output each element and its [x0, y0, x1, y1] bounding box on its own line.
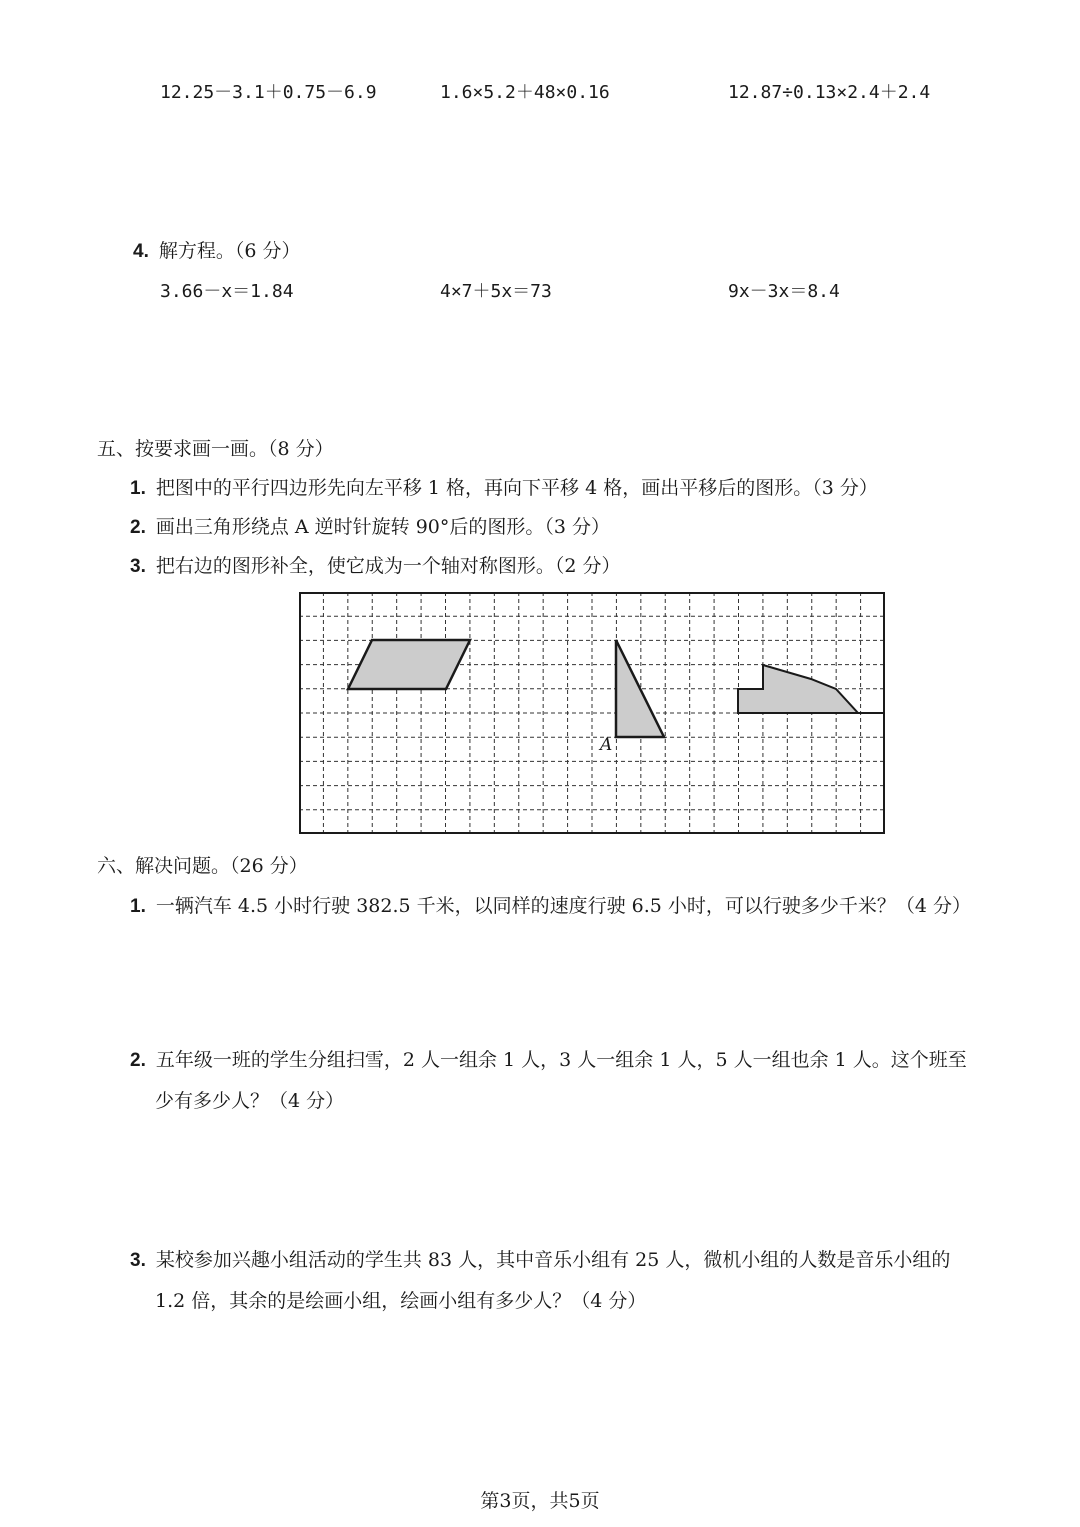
- sec6-problem-3-line1: 某校参加兴趣小组活动的学生共 83 人，其中音乐小组有 25 人，微机小组的人数是音乐小组的: [155, 1249, 951, 1271]
- sec6-problem-3-line2: 1.2 倍，其余的是绘画小组，绘画小组有多少人？（4 分）: [155, 1290, 647, 1312]
- q4-title: 解方程。（6 分）: [158, 240, 301, 262]
- q4-number: 4.: [133, 241, 149, 262]
- equation-2: 4×7＋5x＝73: [440, 281, 552, 302]
- sec5-item-3: [130, 551, 621, 578]
- section-6-title: 六、解决问题。（26 分）: [97, 855, 308, 877]
- calc-expression-1: 12.25－3.1＋0.75－6.9: [160, 82, 377, 103]
- page-footer: 第3页，共5页: [480, 1490, 600, 1512]
- grid-figure: [299, 592, 885, 838]
- sec6-problem-2-number: 2.: [130, 1050, 146, 1071]
- equation-3: 9x－3x＝8.4: [728, 281, 840, 302]
- sec6-problem-1-number: 1.: [130, 896, 146, 917]
- sec5-item-3-number: 3.: [130, 556, 146, 577]
- sec5-item-2: [130, 512, 610, 539]
- sec6-problem-3-number: 3.: [130, 1250, 146, 1271]
- sec5-item-1: [130, 473, 878, 500]
- calc-expression-2: 1.6×5.2＋48×0.16: [440, 82, 610, 103]
- point-a-label: A: [600, 735, 613, 755]
- parallelogram-shape: [348, 640, 470, 689]
- sec6-problem-2-line2: 少有多少人？（4 分）: [155, 1090, 345, 1112]
- sec5-item-1-number: 1.: [130, 478, 146, 499]
- section-5-title: 五、按要求画一画。（8 分）: [97, 438, 334, 460]
- sec6-problem-1-text: 一辆汽车 4.5 小时行驶 382.5 千米，以同样的速度行驶 6.5 小时，可以行驶多少千米？（4 分）: [155, 895, 972, 917]
- sec5-item-3-text: 把右边的图形补全，使它成为一个轴对称图形。（2 分）: [155, 555, 621, 577]
- sec6-problem-2: [130, 1040, 967, 1121]
- equation-1: 3.66－x＝1.84: [160, 281, 294, 302]
- sec5-item-2-number: 2.: [130, 517, 146, 538]
- sec6-problem-2-line1: 五年级一班的学生分组扫雪，2 人一组余 1 人，3 人一组余 1 人，5 人一组也余 1 人。这个班至: [155, 1049, 967, 1071]
- sec5-item-2-text: 画出三角形绕点 A 逆时针旋转 90°后的图形。（3 分）: [155, 516, 611, 538]
- q4-heading: [133, 236, 301, 263]
- sec5-item-1-text: 把图中的平行四边形先向左平移 1 格，再向下平移 4 格，画出平移后的图形。（3 分）: [155, 477, 878, 499]
- sec6-problem-1: [130, 891, 971, 918]
- calc-expression-3: 12.87÷0.13×2.4＋2.4: [728, 82, 931, 103]
- grid-svg: [299, 592, 885, 834]
- sec6-problem-3: [130, 1240, 950, 1321]
